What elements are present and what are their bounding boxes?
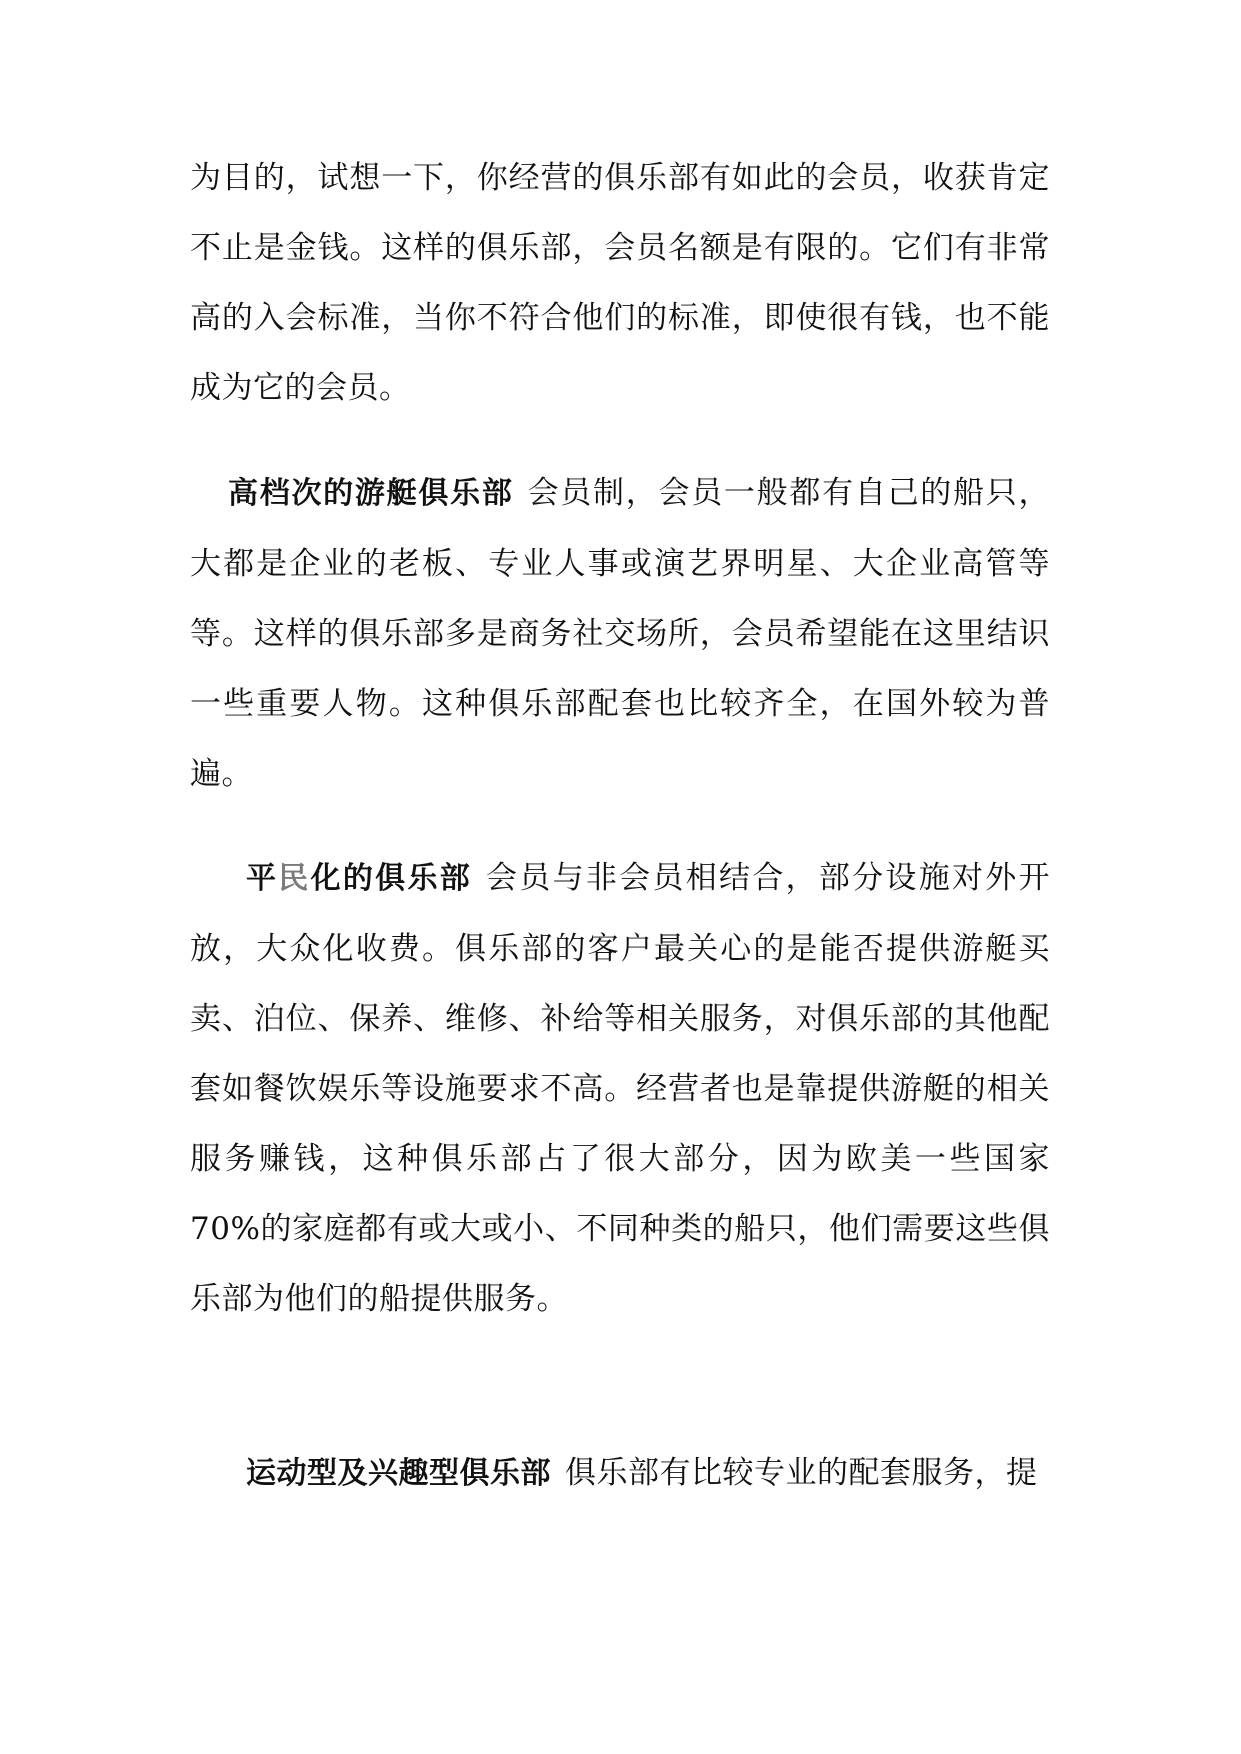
paragraph-high-end-yacht-club [190,458,1050,809]
paragraph-text: 会员制，会员一般都有自己的船只，大都是企业的老板、专业人事或演艺界明星、大企业高管等等。这样的俱乐部多是商务社交场所，会员希望能在这里结识一些重要人物。这种俱乐部配套也比较齐全，在国外较为普遍。 [190,475,1050,792]
paragraph-sports-interest-club [190,1438,1050,1509]
paragraph-heading: 高档次的游艇俱乐部 [228,476,514,511]
paragraph-heading: 运动型及兴趣型俱乐部 [246,1456,551,1491]
heading-part: 化的俱乐部 [310,861,473,896]
paragraph-text: 俱乐部有比较专业的配套服务，提 [565,1455,1038,1491]
paragraph-text: 会员与非会员相结合，部分设施对外开放，大众化收费。俱乐部的客户最关心的是能否提供游艇买卖、泊位、保养、维修、补给等相关服务，对俱乐部的其他配套如餐饮娱乐等设施要求不高。经营者也是靠提供游艇的相关服务赚钱，这种俱乐部占了很大部分，因为欧美一些国家 70%的家庭都有或大或小、不同种类的船只，他们需要这些俱乐部为他们的船提供服务。 [190,860,1051,1317]
paragraph-heading [190,861,472,896]
paragraph-text: 为目的，试想一下，你经营的俱乐部有如此的会员，收获肯定不止是金钱。这样的俱乐部，会员名额是有限的。它们有非常高的入会标准，当你不符合他们的标准，即使很有钱，也不能成为它的会员。 [190,160,1050,406]
heading-part-faded: 民 [278,861,311,896]
paragraph-membership-standards [190,143,1050,423]
heading-part: 平 [246,861,279,896]
paragraph-popular-club [190,843,1050,1334]
